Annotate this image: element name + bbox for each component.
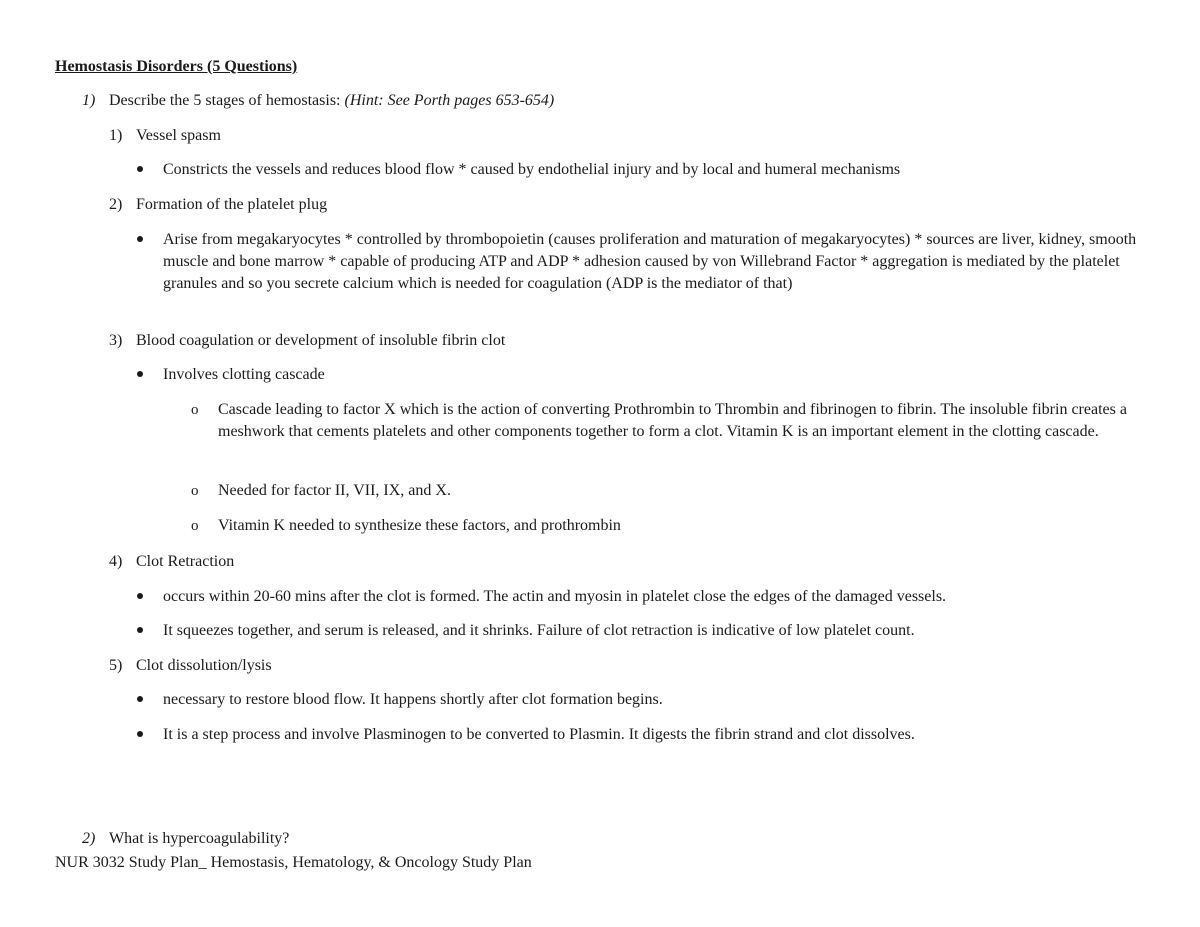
stage-5-number: 5)	[109, 657, 123, 674]
bullet-icon	[137, 627, 143, 633]
stage-1-title: Vessel spasm	[136, 127, 221, 144]
question-1-number: 1)	[82, 92, 96, 109]
question-1-text: Describe the 5 stages of hemostasis:	[109, 92, 341, 109]
stage-1-number: 1)	[109, 127, 123, 144]
stage-2-number: 2)	[109, 196, 123, 213]
stage-1-bullet-1: Constricts the vessels and reduces blood flow * caused by endothelial injury and by local and humeral mechanisms	[163, 161, 901, 178]
stage-5-title: Clot dissolution/lysis	[136, 657, 272, 674]
question-2-text: What is hypercoagulability?	[109, 830, 290, 847]
page-footer: NUR 3032 Study Plan_ Hemostasis, Hematology, & Oncology Study Plan	[55, 854, 532, 871]
bullet-icon	[137, 731, 143, 737]
bullet-icon	[137, 696, 143, 702]
question-1	[109, 90, 554, 112]
stage-3-number: 3)	[109, 332, 123, 349]
stage-2-bullet-1: Arise from megakaryocytes * controlled by thrombopoietin (causes proliferation and maturation of megakaryocytes) * sources are liver, kidney, smooth muscle and bone marrow * capable of producing ATP and ADP * adhesion caused by von Willebrand Factor * aggregation is mediated by the platelet granules and so you secrete calcium which is needed for coagulation (ADP is the mediator of that)	[163, 231, 1137, 292]
bullet-icon	[137, 371, 143, 377]
stage-3-title: Blood coagulation or development of insoluble fibrin clot	[136, 332, 506, 349]
circle-bullet-icon: o	[191, 518, 199, 534]
stage-3-sub-bullet-3: Vitamin K needed to synthesize these factors, and prothrombin	[218, 517, 621, 534]
stage-4-title: Clot Retraction	[136, 553, 235, 570]
stage-2-title: Formation of the platelet plug	[136, 196, 328, 213]
stage-5-bullet-1: necessary to restore blood flow. It happens shortly after clot formation begins.	[163, 691, 663, 708]
stage-4-number: 4)	[109, 553, 123, 570]
bullet-icon	[137, 166, 143, 172]
question-1-hint: (Hint: See Porth pages 653-654)	[344, 92, 555, 109]
stage-3-bullet-1: Involves clotting cascade	[163, 366, 325, 383]
stage-4-bullet-2: It squeezes together, and serum is released, and it shrinks. Failure of clot retraction is indicative of low platelet count.	[163, 622, 915, 639]
stage-4-bullet-1: occurs within 20-60 mins after the clot is formed. The actin and myosin in platelet close the edges of the damaged vessels.	[163, 588, 947, 605]
circle-bullet-icon: o	[191, 483, 199, 499]
section-heading: Hemostasis Disorders (5 Questions)	[55, 58, 298, 75]
stage-5-bullet-2: It is a step process and involve Plasminogen to be converted to Plasmin. It digests the fibrin strand and clot dissolves.	[163, 726, 915, 743]
stage-3-sub-bullet-1: Cascade leading to factor X which is the action of converting Prothrombin to Thrombin and fibrinogen to fibrin. The insoluble fibrin creates a meshwork that cements platelets and other components together to form a clot. Vitamin K is an important element in the clotting cascade.	[218, 401, 1127, 440]
bullet-icon	[137, 593, 143, 599]
bullet-icon	[137, 236, 143, 242]
circle-bullet-icon: o	[191, 402, 199, 418]
stage-3-sub-bullet-2: Needed for factor II, VII, IX, and X.	[218, 482, 451, 499]
question-2-number: 2)	[82, 830, 96, 847]
